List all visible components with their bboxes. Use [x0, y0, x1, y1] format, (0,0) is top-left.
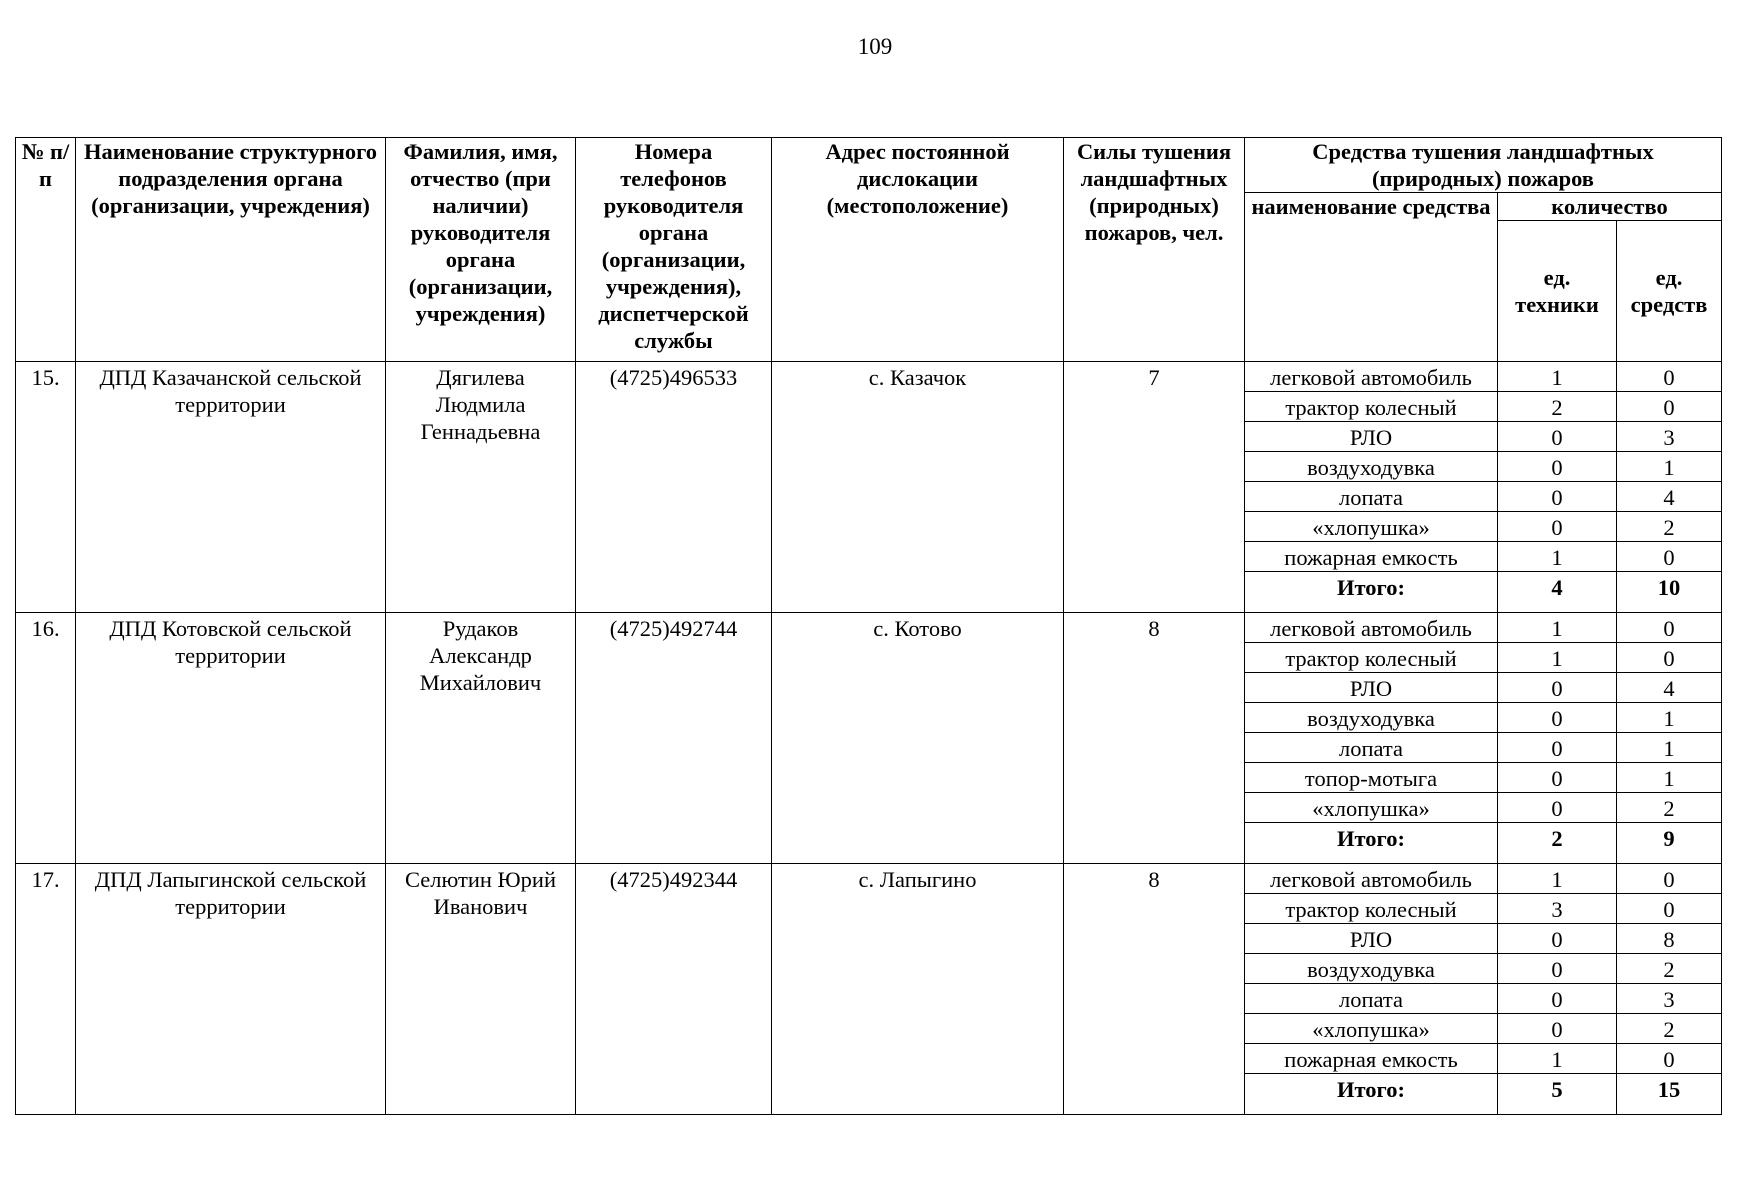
quantity-tech: 0	[1498, 763, 1617, 793]
total-tech: 4	[1498, 572, 1617, 613]
means-name: топор-мотыга	[1245, 763, 1498, 793]
quantity-means: 0	[1617, 613, 1722, 643]
quantity-means: 1	[1617, 703, 1722, 733]
quantity-tech: 0	[1498, 512, 1617, 542]
quantity-means: 0	[1617, 643, 1722, 673]
quantity-tech: 1	[1498, 864, 1617, 894]
header-num: № п/п	[16, 138, 76, 362]
page-number: 109	[857, 34, 893, 59]
total-tech: 2	[1498, 823, 1617, 864]
means-name: РЛО	[1245, 422, 1498, 452]
address: с. Котово	[772, 613, 1064, 864]
quantity-tech: 0	[1498, 1014, 1617, 1044]
quantity-tech: 0	[1498, 793, 1617, 823]
total-means: 15	[1617, 1074, 1722, 1115]
subdivision-name: ДПД Лапыгинской сельской территории	[76, 864, 386, 1115]
quantity-means: 0	[1617, 542, 1722, 572]
quantity-means: 1	[1617, 452, 1722, 482]
quantity-tech: 1	[1498, 1044, 1617, 1074]
quantity-means: 0	[1617, 392, 1722, 422]
means-name: легковой автомобиль	[1245, 362, 1498, 392]
means-name: легковой автомобиль	[1245, 613, 1498, 643]
quantity-tech: 0	[1498, 482, 1617, 512]
means-name: трактор колесный	[1245, 643, 1498, 673]
quantity-means: 0	[1617, 894, 1722, 924]
means-name: «хлопушка»	[1245, 793, 1498, 823]
header-forces: Силы тушения ландшафтных (природных) пожаров, чел.	[1064, 138, 1245, 362]
subdivision-name: ДПД Казачанской сельской территории	[76, 362, 386, 613]
quantity-tech: 0	[1498, 422, 1617, 452]
table-row	[16, 613, 1722, 643]
means-name: пожарная емкость	[1245, 1044, 1498, 1074]
quantity-means: 4	[1617, 673, 1722, 703]
header-head-name: Фамилия, имя, отчество (при наличии) руководителя органа (организации, учреждения)	[386, 138, 576, 362]
quantity-means: 0	[1617, 362, 1722, 392]
table-row	[16, 864, 1722, 894]
head-name: Дягилева Людмила Геннадьевна	[386, 362, 576, 613]
header-quantity: количество	[1498, 193, 1722, 221]
quantity-means: 2	[1617, 1014, 1722, 1044]
entry-number: 15.	[16, 362, 76, 613]
means-name: «хлопушка»	[1245, 1014, 1498, 1044]
quantity-means: 3	[1617, 422, 1722, 452]
means-name: воздуходувка	[1245, 954, 1498, 984]
quantity-means: 8	[1617, 924, 1722, 954]
header-means: Средства тушения ландшафтных (природных) пожаров	[1245, 138, 1722, 193]
subdivision-name: ДПД Котовской сельской территории	[76, 613, 386, 864]
quantity-tech: 1	[1498, 362, 1617, 392]
quantity-means: 4	[1617, 482, 1722, 512]
phone-number: (4725)496533	[576, 362, 772, 613]
quantity-means: 1	[1617, 763, 1722, 793]
means-name: трактор колесный	[1245, 392, 1498, 422]
total-label: Итого:	[1245, 823, 1498, 864]
header-units-tech: ед. техники	[1498, 221, 1617, 362]
means-name: лопата	[1245, 984, 1498, 1014]
quantity-means: 0	[1617, 864, 1722, 894]
quantity-means: 1	[1617, 733, 1722, 763]
quantity-tech: 0	[1498, 733, 1617, 763]
quantity-means: 2	[1617, 954, 1722, 984]
entry-number: 17.	[16, 864, 76, 1115]
head-name: Рудаков Александр Михайлович	[386, 613, 576, 864]
forces-count: 7	[1064, 362, 1245, 613]
address: с. Казачок	[772, 362, 1064, 613]
quantity-tech: 0	[1498, 924, 1617, 954]
quantity-tech: 3	[1498, 894, 1617, 924]
total-means: 10	[1617, 572, 1722, 613]
quantity-tech: 0	[1498, 673, 1617, 703]
phone-number: (4725)492744	[576, 613, 772, 864]
means-name: «хлопушка»	[1245, 512, 1498, 542]
total-label: Итого:	[1245, 572, 1498, 613]
quantity-means: 2	[1617, 512, 1722, 542]
means-name: пожарная емкость	[1245, 542, 1498, 572]
header-units-means: ед. средств	[1617, 221, 1722, 362]
means-name: трактор колесный	[1245, 894, 1498, 924]
forces-count: 8	[1064, 864, 1245, 1115]
quantity-means: 3	[1617, 984, 1722, 1014]
fire-means-table	[15, 137, 1722, 1115]
total-label: Итого:	[1245, 1074, 1498, 1115]
means-name: лопата	[1245, 482, 1498, 512]
header-means-name: наименование средства	[1245, 193, 1498, 362]
means-name: РЛО	[1245, 924, 1498, 954]
phone-number: (4725)492344	[576, 864, 772, 1115]
quantity-tech: 1	[1498, 643, 1617, 673]
means-name: воздуходувка	[1245, 452, 1498, 482]
table-body	[16, 362, 1722, 1115]
means-name: лопата	[1245, 733, 1498, 763]
total-means: 9	[1617, 823, 1722, 864]
quantity-means: 2	[1617, 793, 1722, 823]
quantity-tech: 0	[1498, 452, 1617, 482]
header-address: Адрес постоянной дислокации (местоположение)	[772, 138, 1064, 362]
means-name: РЛО	[1245, 673, 1498, 703]
quantity-tech: 1	[1498, 613, 1617, 643]
quantity-means: 0	[1617, 1044, 1722, 1074]
header-subdivision: Наименование структурного подразделения органа (организации, учреждения)	[76, 138, 386, 362]
table-row	[16, 362, 1722, 392]
quantity-tech: 0	[1498, 954, 1617, 984]
total-tech: 5	[1498, 1074, 1617, 1115]
means-name: легковой автомобиль	[1245, 864, 1498, 894]
head-name: Селютин Юрий Иванович	[386, 864, 576, 1115]
entry-number: 16.	[16, 613, 76, 864]
quantity-tech: 0	[1498, 703, 1617, 733]
forces-count: 8	[1064, 613, 1245, 864]
header-phones: Номера телефонов руководителя органа (организации, учреждения), диспетчерской службы	[576, 138, 772, 362]
quantity-tech: 1	[1498, 542, 1617, 572]
quantity-tech: 2	[1498, 392, 1617, 422]
quantity-tech: 0	[1498, 984, 1617, 1014]
means-name: воздуходувка	[1245, 703, 1498, 733]
address: с. Лапыгино	[772, 864, 1064, 1115]
